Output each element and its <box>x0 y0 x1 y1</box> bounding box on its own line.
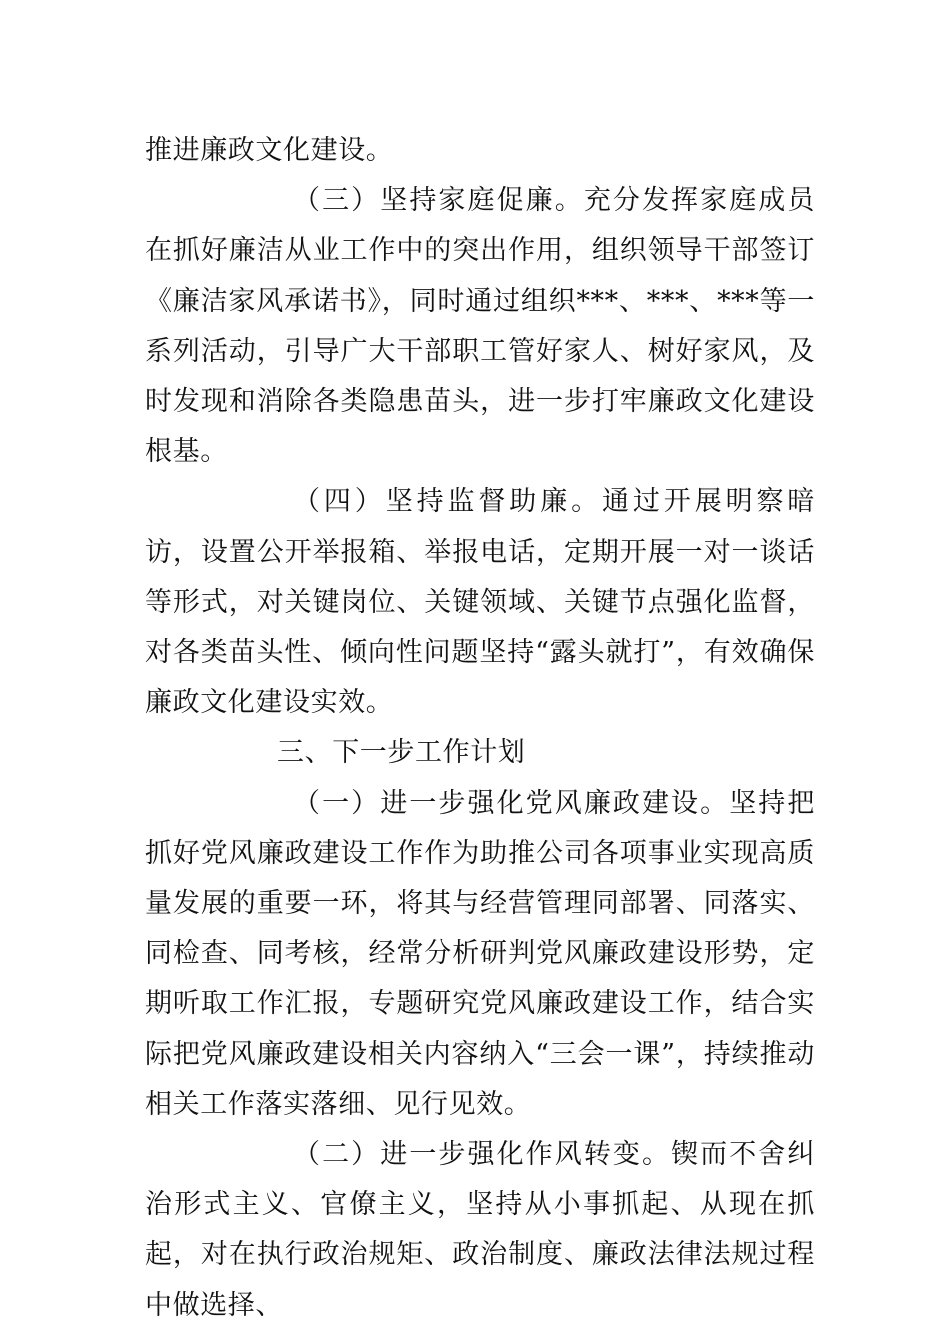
paragraph-family-integrity: （三）坚持家庭促廉。充分发挥家庭成员在抓好廉洁从业工作中的突出作用，组织领导干部签订《廉洁家风承诺书》，同时通过组织***、***、***等一系列活动，引导广大干部职工管好家人、树好家风，及时发现和消除各类隐患苗头，进一步打牢廉政文化建设根基。 <box>145 185 815 468</box>
paragraph-supervision-integrity: （四）坚持监督助廉。通过开展明察暗访，设置公开举报箱、举报电话，定期开展一对一谈话等形式，对关键岗位、关键领域、关键节点强化监督，对各类苗头性、倾向性问题坚持“露头就打”，有效确保廉政文化建设实效。 <box>145 486 815 719</box>
section-heading-next-steps: 三、下一步工作计划 <box>277 737 526 769</box>
paragraph-continuation: 推进廉政文化建设。 <box>145 135 394 166</box>
paragraph-work-style: （二）进一步强化作风转变。锲而不舍纠治形式主义、官僚主义，坚持从小事抓起、从现在抓起，对在执行政治规矩、政治制度、廉政法律法规过程中做选择、 <box>145 1139 815 1321</box>
paragraph-party-conduct: （一）进一步强化党风廉政建设。坚持把抓好党风廉政建设工作作为助推公司各项事业实现高质量发展的重要一环，将其与经营管理同部署、同落实、同检查、同考核，经常分析研判党风廉政建设形势，定期听取工作汇报，专题研究党风廉政建设工作，结合实际把党风廉政建设相关内容纳入“三会一课”，持续推动相关工作落实落细、见行见效。 <box>145 787 815 1120</box>
document-body <box>145 126 815 1331</box>
